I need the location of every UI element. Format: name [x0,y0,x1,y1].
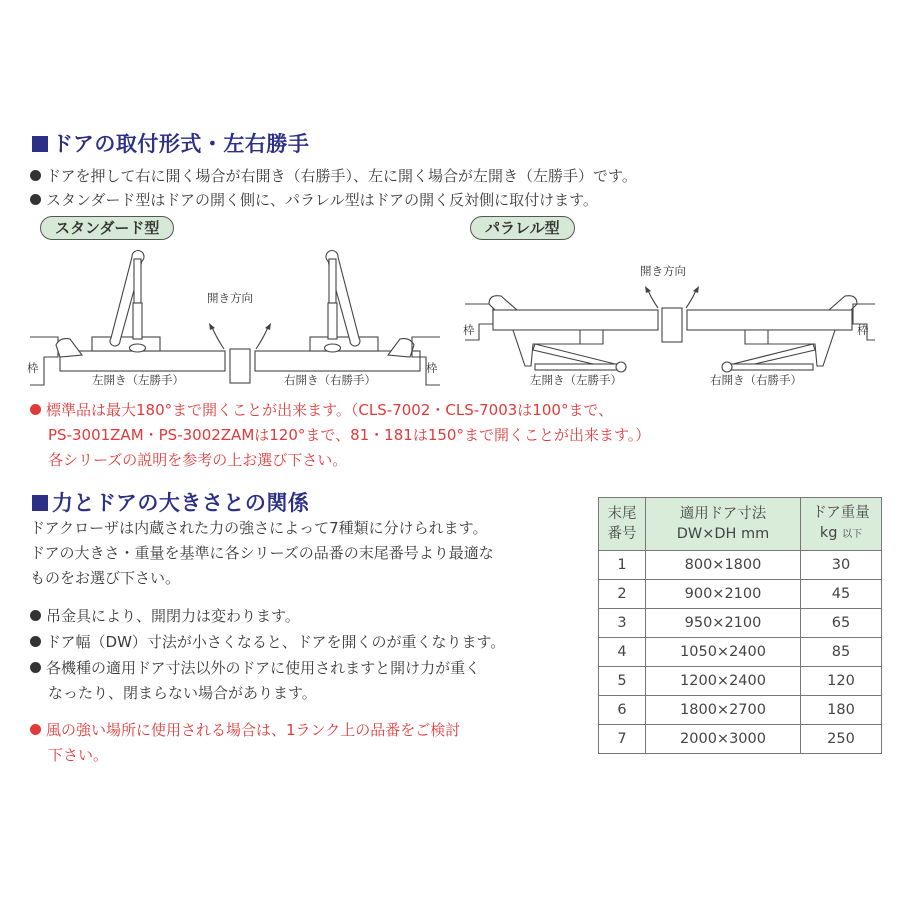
intro-line: ドアの大きさ・重量を基準に各シリーズの品番の末尾番号より最適な [30,544,494,562]
bullet-line [30,166,637,186]
header-text: ドア重量 [812,505,870,521]
bullet-line [30,632,505,652]
section-title-text: ドアの取付形式・左右勝手 [52,132,310,156]
header-text: 番号 [607,526,637,542]
left-open-caption: 左開き（左勝手） [530,373,622,387]
bullet-continuation: なったり、閉まらない場合があります。 [48,684,317,702]
note-line: 標準品は最大180°まで開くことが出来ます。（CLS-7002・CLS-7003は100°まで、 [46,401,614,419]
bullet-text: 各機種の適用ドア寸法以外のドアに使用されますと開け力が重く [46,659,481,677]
cell-no: 3 [599,609,646,638]
bullet-dot-icon [30,170,41,181]
header-unit [801,523,881,545]
parallel-type-pill: パラレル型 [470,216,575,240]
cell-weight: 85 [801,638,882,667]
right-open-caption: 右開き（右勝手） [284,373,376,387]
frame-label: 枠 [27,361,39,375]
left-open-caption: 左開き（左勝手） [92,373,184,387]
bullet-dot-icon [30,662,41,673]
standard-type-diagram [20,245,450,395]
max-angle-note [30,400,613,420]
section-title-text: 力とドアの大きさとの関係 [52,491,310,515]
bullet-dot-icon [30,724,41,735]
table-row [599,696,882,725]
bullet-dot-icon [30,610,41,621]
bullet-line [30,658,480,678]
table-row [599,551,882,580]
cell-size: 1800×2700 [646,696,801,725]
header-text: 末尾 [607,506,637,522]
cell-size: 1050×2400 [646,638,801,667]
cell-no: 6 [599,696,646,725]
unit-suffix: 以下 [842,529,863,540]
unit-text: kg [819,525,838,541]
frame-label: 枠 [426,361,438,375]
bullet-dot-icon [30,404,41,415]
standard-type-pill: スタンダード型 [40,216,174,240]
bullet-text: スタンダード型はドアの開く側に、パラレル型はドアの開く反対側に取付けます。 [46,191,598,209]
cell-no: 1 [599,551,646,580]
table-row [599,609,882,638]
table-row [599,667,882,696]
bullet-dot-icon [30,194,41,205]
header-door-size [646,498,801,551]
direction-label: 開き方向 [207,291,253,305]
right-open-caption: 右開き（右勝手） [710,373,802,387]
cell-size: 1200×2400 [646,667,801,696]
bullet-line [30,190,598,210]
intro-line: ものをお選び下さい。 [30,569,181,587]
table-row [599,638,882,667]
table-row [599,725,882,754]
bullet-text: 吊金具により、開閉力は変わります。 [46,607,300,625]
section-title-force [32,487,309,517]
cell-weight: 250 [801,725,882,754]
header-text: 適用ドア寸法 [679,506,767,522]
cell-no: 2 [599,580,646,609]
cell-no: 5 [599,667,646,696]
frame-label: 枠 [463,323,475,337]
door-size-table [598,497,882,754]
section-title-mounting [32,128,309,158]
cell-no: 4 [599,638,646,667]
warning-text: 風の強い場所に使用される場合は、1ランク上の品番をご検討 [46,721,461,739]
cell-weight: 180 [801,696,882,725]
note-line: PS-3001ZAM・PS-3002ZAMは120°まで、81・181は150°まで開くことが出来ます。） [48,426,651,444]
square-bullet-icon [32,136,48,152]
note-line: 各シリーズの説明を参考の上お選び下さい。 [48,451,348,469]
direction-label: 開き方向 [640,264,686,278]
wind-warning [30,720,460,740]
table-header-row [599,498,882,551]
header-text: DW×DH mm [676,526,770,542]
square-bullet-icon [32,495,48,511]
parallel-type-diagram [455,280,885,380]
intro-line: ドアクローザは内蔵された力の強さによって7種類に分けられます。 [30,519,488,537]
bullet-text: ドアを押して右に開く場合が右開き（右勝手）、左に開く場合が左開き（左勝手）です。 [46,167,637,185]
cell-weight: 120 [801,667,882,696]
cell-no: 7 [599,725,646,754]
warning-continuation: 下さい。 [48,746,109,764]
header-suffix-number [599,498,646,551]
bullet-text: ドア幅（DW）寸法が小さくなると、ドアを開くのが重くなります。 [46,633,506,651]
cell-size: 800×1800 [646,551,801,580]
header-door-weight [801,498,882,551]
bullet-line [30,606,300,626]
cell-weight: 30 [801,551,882,580]
cell-size: 2000×3000 [646,725,801,754]
cell-weight: 65 [801,609,882,638]
frame-label: 枠 [857,323,869,337]
cell-weight: 45 [801,580,882,609]
bullet-dot-icon [30,636,41,647]
cell-size: 900×2100 [646,580,801,609]
cell-size: 950×2100 [646,609,801,638]
table-row [599,580,882,609]
